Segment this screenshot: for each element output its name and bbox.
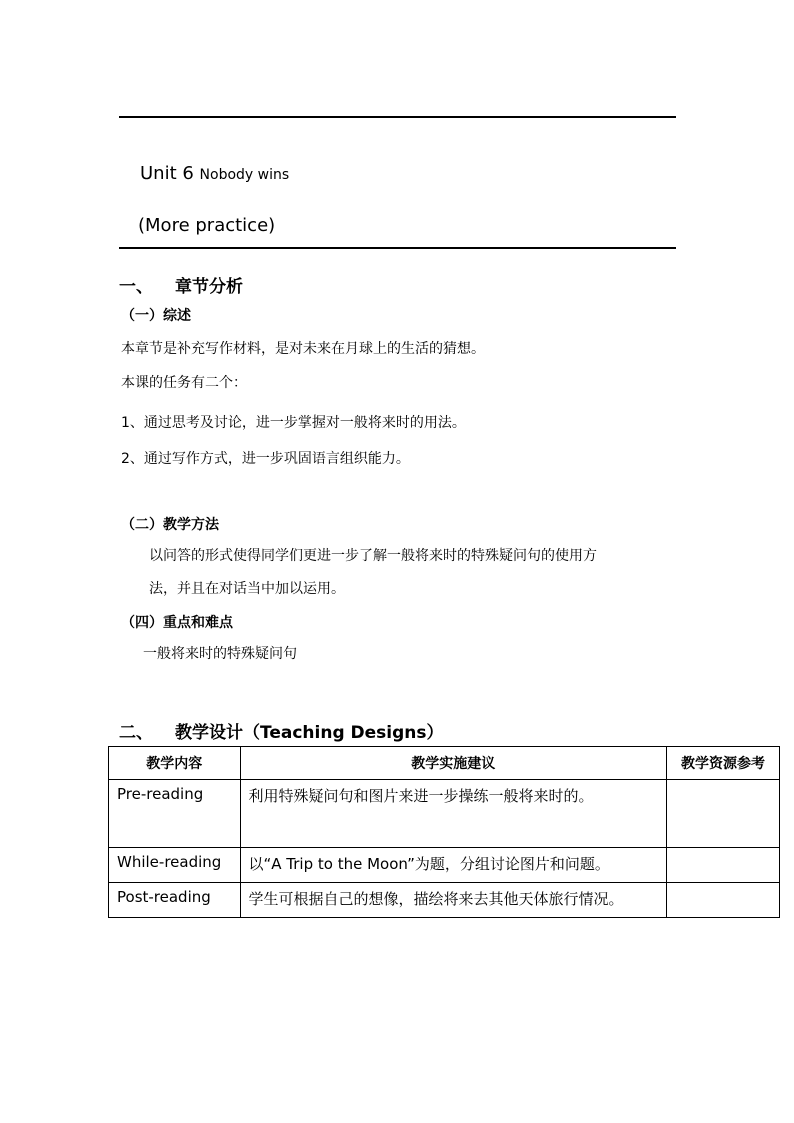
cell-suggestion: 利用特殊疑问句和图片来进一步操练一般将来时的。 [240,780,667,848]
section-1-number: 一、 [119,277,153,297]
method-heading: （二）教学方法 [121,517,219,533]
column-header-suggestion: 教学实施建议 [240,747,667,780]
table-row [109,883,780,918]
cell-content: While-reading [109,848,241,883]
cell-content: Pre-reading [109,780,241,848]
key-points-heading: （四）重点和难点 [121,615,233,631]
overview-heading: （一）综述 [121,308,191,324]
column-header-resource: 教学资源参考 [667,747,780,780]
overview-paragraph-1: 本章节是补充写作材料，是对未来在月球上的生活的猜想。 [121,341,485,357]
section-2-number: 二、 [119,723,153,743]
overview-paragraph-2: 本课的任务有二个： [121,375,247,391]
table-header-row [109,747,780,780]
table-row [109,780,780,848]
unit-title-sub: Nobody wins [199,167,290,183]
unit-title [140,163,289,184]
section-2-title: 教学设计（Teaching Designs） [175,723,444,743]
method-line-2: 法，并且在对话当中加以运用。 [149,581,345,597]
teaching-design-table [108,746,780,918]
section-2-heading [119,718,444,743]
task-item-2: 2、通过写作方式，进一步巩固语言组织能力。 [121,451,410,467]
cell-resource [667,883,780,918]
cell-resource [667,848,780,883]
method-line-1: 以问答的形式使得同学们更进一步了解一般将来时的特殊疑问句的使用方 [149,548,597,564]
section-1-title: 章节分析 [175,277,243,297]
unit-subtitle: (More practice) [138,215,276,236]
top-rule [119,116,676,118]
section-1-heading [119,272,243,297]
task-item-1: 1、通过思考及讨论，进一步掌握对一般将来时的用法。 [121,415,466,431]
table-row [109,848,780,883]
key-points-text: 一般将来时的特殊疑问句 [143,646,297,662]
cell-content: Post-reading [109,883,241,918]
column-header-content: 教学内容 [109,747,241,780]
cell-suggestion: 学生可根据自己的想像，描绘将来去其他天体旅行情况。 [240,883,667,918]
unit-title-main: Unit 6 [140,163,200,184]
cell-suggestion: 以“A Trip to the Moon”为题，分组讨论图片和问题。 [240,848,667,883]
header-bottom-rule [119,247,676,249]
cell-resource [667,780,780,848]
